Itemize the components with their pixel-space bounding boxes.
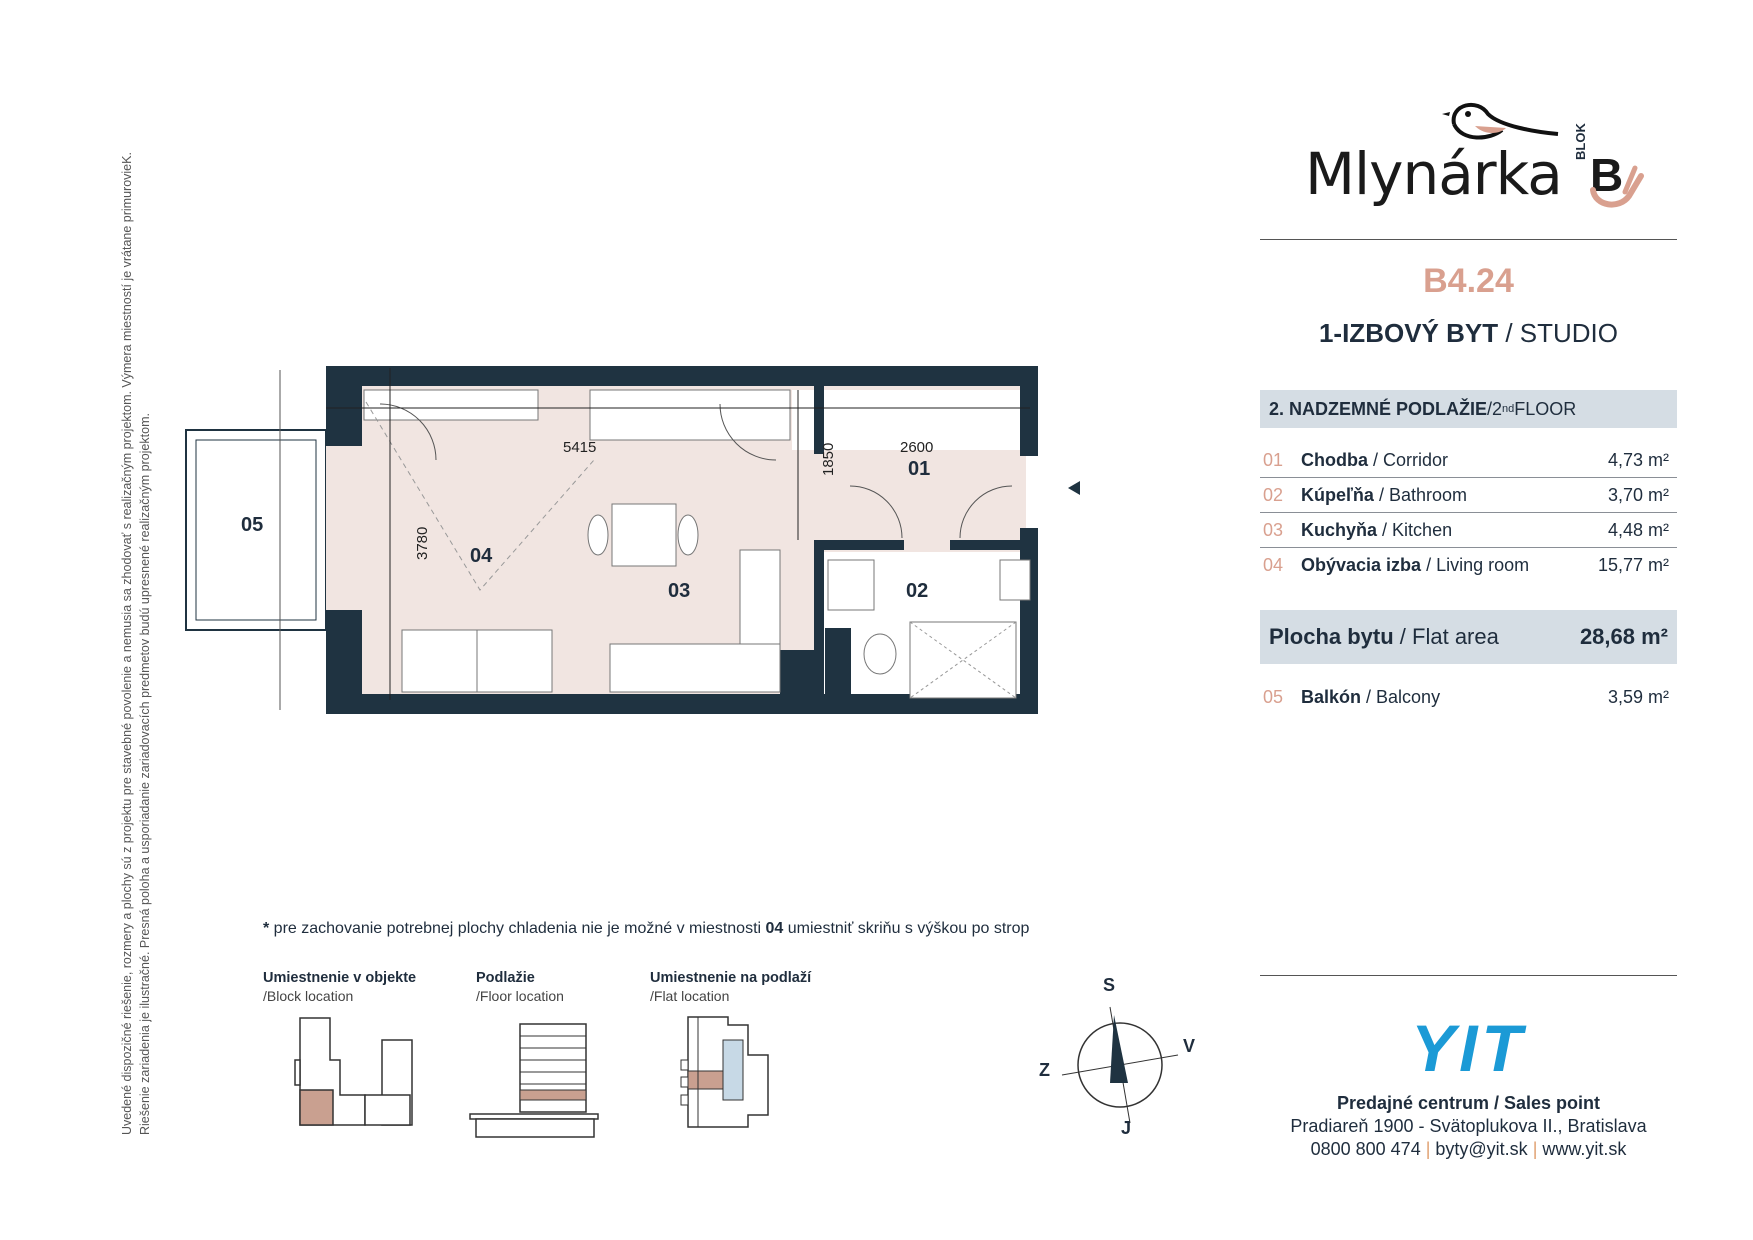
header-divider	[1260, 239, 1677, 240]
floor-en-num: 2	[1492, 398, 1503, 419]
room-area: 4,48 m²	[1607, 519, 1669, 540]
logo-wordmark: Mlynárka	[1305, 140, 1562, 208]
balcony-row: 05 Balkón / Balcony 3,59 m²	[1260, 680, 1677, 715]
compass-icon	[1060, 1005, 1180, 1125]
compass-n: S	[1103, 975, 1116, 995]
contact-sep: |	[1420, 1139, 1436, 1159]
contact-sep: |	[1527, 1139, 1543, 1159]
flat-location-diagram	[678, 1015, 778, 1135]
room-name-en: Bathroom	[1388, 484, 1468, 505]
room-name-sk: Kúpeľňa	[1301, 484, 1374, 505]
loc-sub-flat: /Flat location	[650, 988, 730, 1004]
unit-type-sep: /	[1498, 318, 1520, 348]
flat-area-value: 28,68 m²	[1579, 624, 1668, 649]
dim-1850: 1850	[820, 442, 837, 476]
room-num: 01	[1263, 449, 1284, 470]
loc-sub-floor: /Floor location	[476, 988, 564, 1004]
flat-area-sk: Plocha bytu	[1269, 624, 1394, 649]
wall-right-bottom	[1020, 528, 1038, 714]
room-name-en: Kitchen	[1392, 519, 1453, 540]
chair	[588, 515, 608, 555]
shaft-1	[780, 650, 814, 700]
logo-blok-letter: B	[1590, 149, 1624, 201]
floor-bar	[1260, 390, 1677, 428]
room-row: 02 Kúpeľňa / Bathroom 3,70 m²	[1260, 478, 1677, 513]
wall-top	[326, 366, 1038, 386]
flat-area-bar: Plocha bytu / Flat area 28,68 m²	[1260, 610, 1677, 664]
loc-sub-block: /Block location	[263, 988, 354, 1004]
unit-type-sk: 1-IZBOVÝ BYT	[1318, 318, 1499, 348]
room-num: 04	[1263, 555, 1284, 575]
room-area: 4,73 m²	[1607, 449, 1669, 470]
sales-point-title	[1260, 1093, 1677, 1114]
room-name-sk: Obývacia izba	[1301, 555, 1422, 575]
loc-title-flat: Umiestnenie na podlaží	[650, 970, 812, 986]
room-label-04: 04	[470, 545, 493, 567]
floor-location-diagram	[468, 1022, 603, 1140]
room-area: 3,59 m²	[1607, 687, 1669, 707]
room-label-02: 02	[906, 580, 929, 602]
room-area: 15,77 m²	[1597, 555, 1669, 575]
contact-email[interactable]: byty@yit.sk	[1435, 1139, 1528, 1159]
block-location-diagram	[290, 1015, 420, 1140]
flat-area-en: Flat area	[1412, 624, 1499, 649]
kitchen-upper	[590, 390, 790, 440]
wall-right-top	[1020, 366, 1038, 456]
room-num: 02	[1263, 484, 1284, 505]
note-room: 04	[765, 920, 784, 937]
note-text2: umiestniť skriňu s výškou po strop	[783, 920, 1030, 937]
sales-point-address: Pradiareň 1900 - Svätoplukova II., Bratislava	[1290, 1116, 1647, 1136]
shaft-2	[825, 628, 851, 700]
room-name-en: Corridor	[1383, 449, 1449, 470]
unit-type-en: STUDIO	[1519, 318, 1619, 348]
room-num: 05	[1263, 687, 1284, 707]
disclaimer-text: Uvedené dispozičné riešenie, rozmery a plochy sú z projektu pre stavebné povolenie a nemusia sa zhodovať s realizačným projektom. Výmera miestností je vrátane primurovieK. Riešenie zariadenia je ilustračné. Presná poloha a usporiadanie zariadovacích predmetov budú upresnené realizačným projektom.	[120, 152, 152, 1135]
toilet	[864, 634, 896, 674]
floor-en-word: FLOOR	[1514, 398, 1577, 419]
wall-int-3	[814, 540, 904, 550]
room-name-sk: Chodba	[1301, 449, 1368, 470]
room-area: 3,70 m²	[1607, 484, 1669, 505]
room-label-01: 01	[908, 458, 931, 480]
compass-w: Z	[1039, 1060, 1050, 1080]
yit-logo	[1260, 1010, 1677, 1086]
loc-title-floor: Podlažie	[476, 970, 535, 986]
hand-logo-icon	[1585, 140, 1645, 215]
sink	[828, 560, 874, 610]
floor-sk: 2. NADZEMNÉ PODLAŽIE	[1269, 398, 1488, 419]
fridge-column	[740, 550, 780, 644]
table	[612, 504, 676, 566]
note-star: *	[263, 920, 270, 937]
kitchen-counter	[610, 644, 780, 692]
chair	[678, 515, 698, 555]
note-text	[263, 920, 1029, 938]
floor-sep: /	[1487, 398, 1493, 419]
dim-3780: 3780	[414, 526, 431, 560]
yit-wordmark: YIT	[1411, 1011, 1526, 1085]
room-name-sk: Balkón	[1301, 687, 1362, 707]
compass-s: J	[1121, 1118, 1132, 1138]
contact-phone[interactable]: 0800 800 474	[1310, 1139, 1421, 1159]
compass-e: V	[1183, 1036, 1196, 1056]
room-row: 01 Chodba / Corridor 4,73 m²	[1260, 443, 1677, 478]
sales-point-contacts	[1260, 1139, 1677, 1160]
floor-plan	[180, 360, 1080, 720]
logo-blok-small: BLOK	[1573, 123, 1588, 160]
entrance-arrow-icon	[1068, 474, 1080, 502]
floor-en-sup: nd	[1502, 403, 1515, 415]
room-name-sk: Kuchyňa	[1301, 519, 1378, 540]
room-row: 03 Kuchyňa / Kitchen 4,48 m²	[1260, 513, 1677, 548]
room-label-05: 05	[241, 514, 264, 536]
room-row: 04 Obývacia izba / Living room 15,77 m²	[1260, 548, 1677, 583]
washer	[1000, 560, 1030, 600]
footer-divider	[1260, 975, 1677, 976]
dim-2600: 2600	[900, 439, 934, 456]
room-name-en: Balcony	[1376, 687, 1441, 707]
wall-int-4	[950, 540, 1030, 550]
wall-left-top	[326, 366, 362, 446]
sales-point-title-text: Predajné centrum / Sales point	[1336, 1093, 1601, 1113]
wall-left-bottom	[326, 610, 362, 714]
note-text1: pre zachovanie potrebnej plochy chladenia nie je možné v miestnosti	[269, 920, 766, 937]
unit-code: B4.24	[1423, 262, 1514, 300]
unit-type	[1260, 318, 1677, 349]
loc-title-block: Umiestnenie v objekte	[263, 970, 417, 986]
dim-5415: 5415	[563, 439, 597, 456]
room-num: 03	[1263, 519, 1284, 540]
room-name-en: Living room	[1436, 555, 1530, 575]
contact-web[interactable]: www.yit.sk	[1542, 1139, 1627, 1159]
room-label-03: 03	[668, 580, 691, 602]
wall-int-2	[814, 540, 824, 700]
